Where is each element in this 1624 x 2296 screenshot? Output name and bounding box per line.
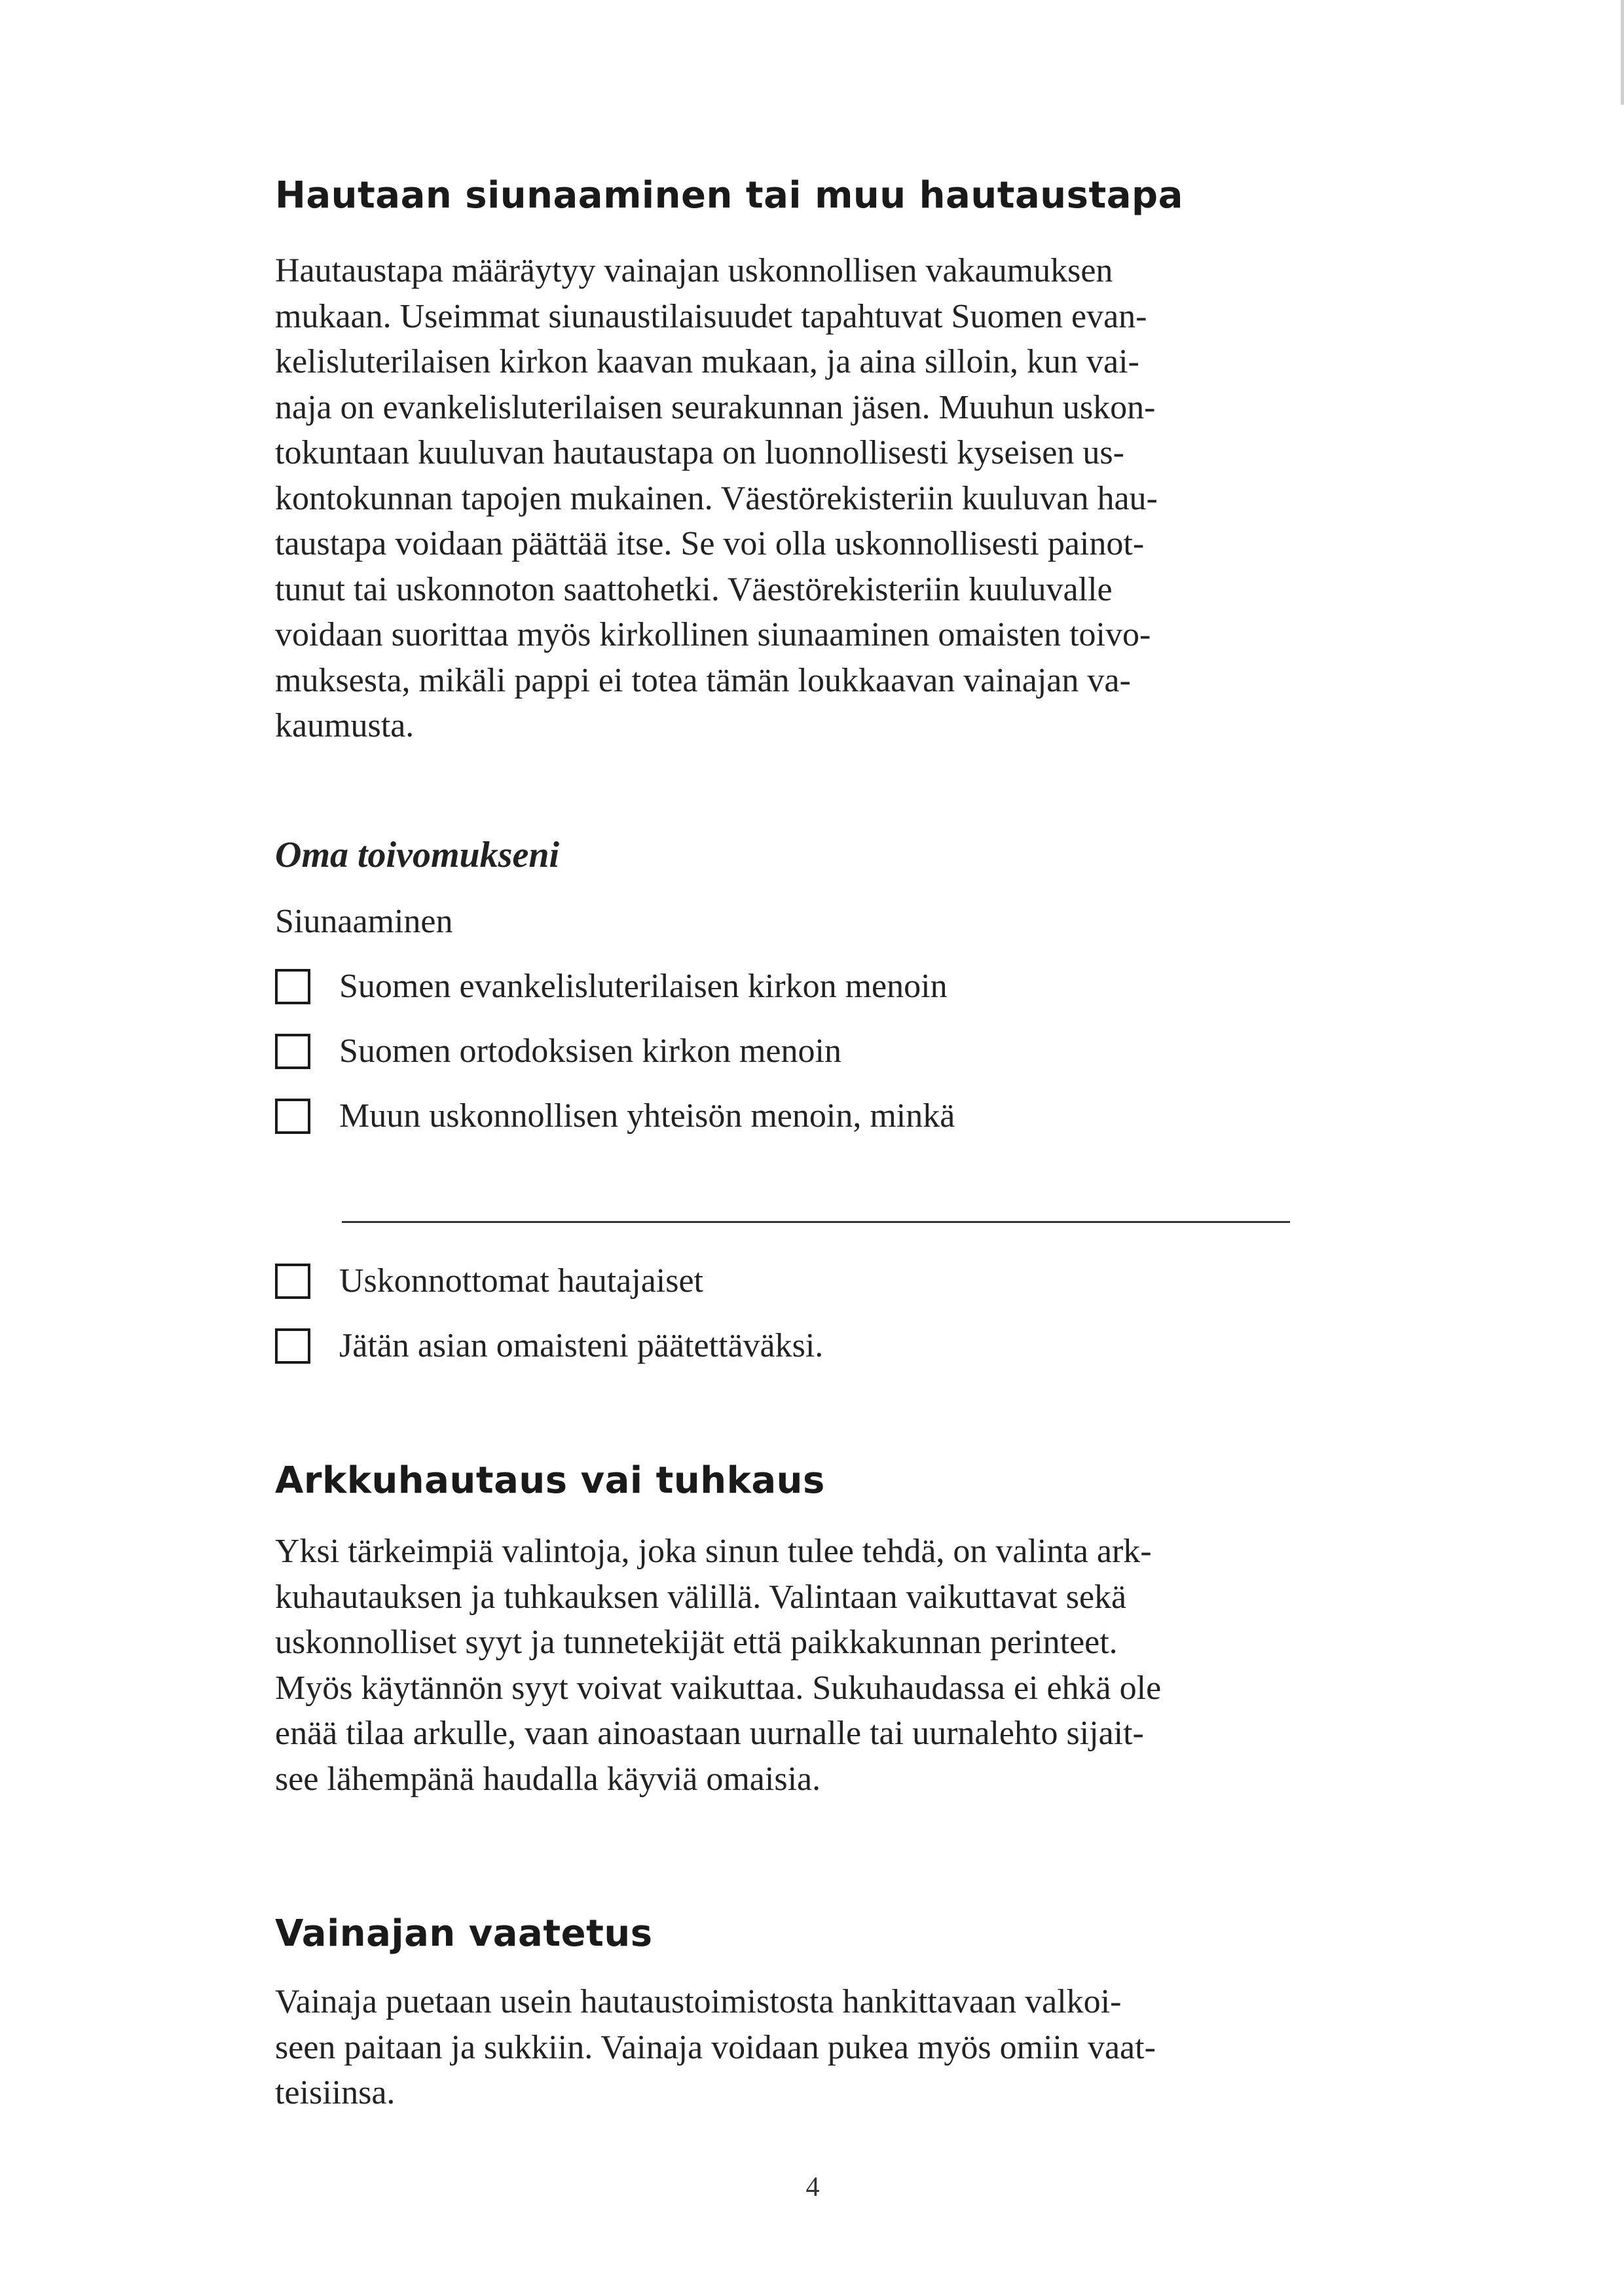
paragraph-line: enää tilaa arkulle, vaan ainoastaan uurnalle tai uurnalehto sijait- [275, 1715, 1144, 1752]
paragraph-line: kontokunnan tapojen mukainen. Väestörekisteriin kuuluvan hau- [275, 479, 1158, 517]
paragraph-line: tunut tai uskonnoton saattohetki. Väestörekisteriin kuuluvalle [275, 570, 1113, 608]
paragraph-line: kuhautauksen ja tuhkauksen välillä. Valintaan vaikuttavat sekä [275, 1578, 1127, 1616]
option-label: Suomen ortodoksisen kirkon menoin [339, 1032, 841, 1070]
option-lutheran[interactable] [275, 966, 948, 1008]
paragraph-line: Myös käytännön syyt voivat vaikuttaa. Sukuhaudassa ei ehkä ole [275, 1669, 1162, 1707]
option-label: Jätän asian omaisteni päätettäväksi. [339, 1327, 824, 1364]
paragraph-line: kaumusta. [275, 707, 415, 744]
paragraph-line: uskonnolliset syyt ja tunnetekijät että paikkakunnan perinteet. [275, 1624, 1118, 1661]
paragraph-line: see lähempänä haudalla käyviä omaisia. [275, 1760, 821, 1798]
checkbox[interactable] [275, 1099, 310, 1134]
paragraph-line: kelisluterilaisen kirkon kaavan mukaan, ja aina silloin, kun vai- [275, 343, 1139, 380]
option-other-religious[interactable] [275, 1095, 955, 1137]
paragraph-line: voidaan suorittaa myös kirkollinen siunaaminen omaisten toivo- [275, 616, 1151, 653]
section-heading-coffin-or-cremation: Arkkuhautaus vai tuhkaus [275, 1459, 825, 1502]
option-label: Uskonnottomat hautajaiset [339, 1262, 704, 1300]
write-in-line[interactable] [342, 1221, 1290, 1223]
paragraph-line: taustapa voidaan päättää itse. Se voi olla uskonnollisesti painot- [275, 525, 1145, 562]
option-label: Muun uskonnollisen yhteisön menoin, minkä [339, 1097, 955, 1135]
checkbox[interactable] [275, 1034, 310, 1069]
clothing-paragraph [275, 1979, 1156, 2116]
paragraph-line: seen paitaan ja sukkiin. Vainaja voidaan pukea myös omiin vaat- [275, 2028, 1156, 2066]
paragraph-line: Yksi tärkeimpiä valintoja, joka sinun tulee tehdä, on valinta ark- [275, 1533, 1152, 1570]
option-label: Suomen evankelisluterilaisen kirkon menoin [339, 968, 948, 1005]
checkbox[interactable] [275, 1328, 310, 1364]
paragraph-line: Hautaustapa määräytyy vainajan uskonnollisen vakaumuksen [275, 252, 1113, 289]
section-heading-clothing: Vainajan vaatetus [275, 1912, 653, 1955]
checkbox[interactable] [275, 1264, 310, 1299]
section-heading-burial-type: Hautaan siunaaminen tai muu hautaustapa [275, 174, 1183, 217]
paragraph-line: teisiinsa. [275, 2074, 396, 2111]
paragraph-line: muksesta, mikäli pappi ei totea tämän loukkaavan vainajan va- [275, 661, 1131, 699]
checkbox[interactable] [275, 969, 310, 1004]
wishes-title: Oma toivomukseni [275, 835, 560, 875]
coffin-or-cremation-paragraph [275, 1529, 1161, 1802]
burial-type-paragraph [275, 248, 1158, 749]
page-number: 4 [805, 2172, 820, 2202]
paragraph-line: naja on evankelisluterilaisen seurakunnan jäsen. Muuhun uskon- [275, 388, 1156, 426]
option-non-religious[interactable] [275, 1260, 703, 1302]
blessing-label: Siunaaminen [275, 903, 453, 940]
paragraph-line: mukaan. Useimmat siunaustilaisuudet tapahtuvat Suomen evan- [275, 297, 1147, 335]
paragraph-line: Vainaja puetaan usein hautaustoimistosta hankittavaan valkoi- [275, 1983, 1122, 2020]
option-orthodox[interactable] [275, 1030, 841, 1072]
option-leave-to-relatives[interactable] [275, 1325, 823, 1367]
scan-edge-mark [1621, 0, 1624, 105]
paragraph-line: tokuntaan kuuluvan hautaustapa on luonnollisesti kyseisen us- [275, 434, 1124, 471]
